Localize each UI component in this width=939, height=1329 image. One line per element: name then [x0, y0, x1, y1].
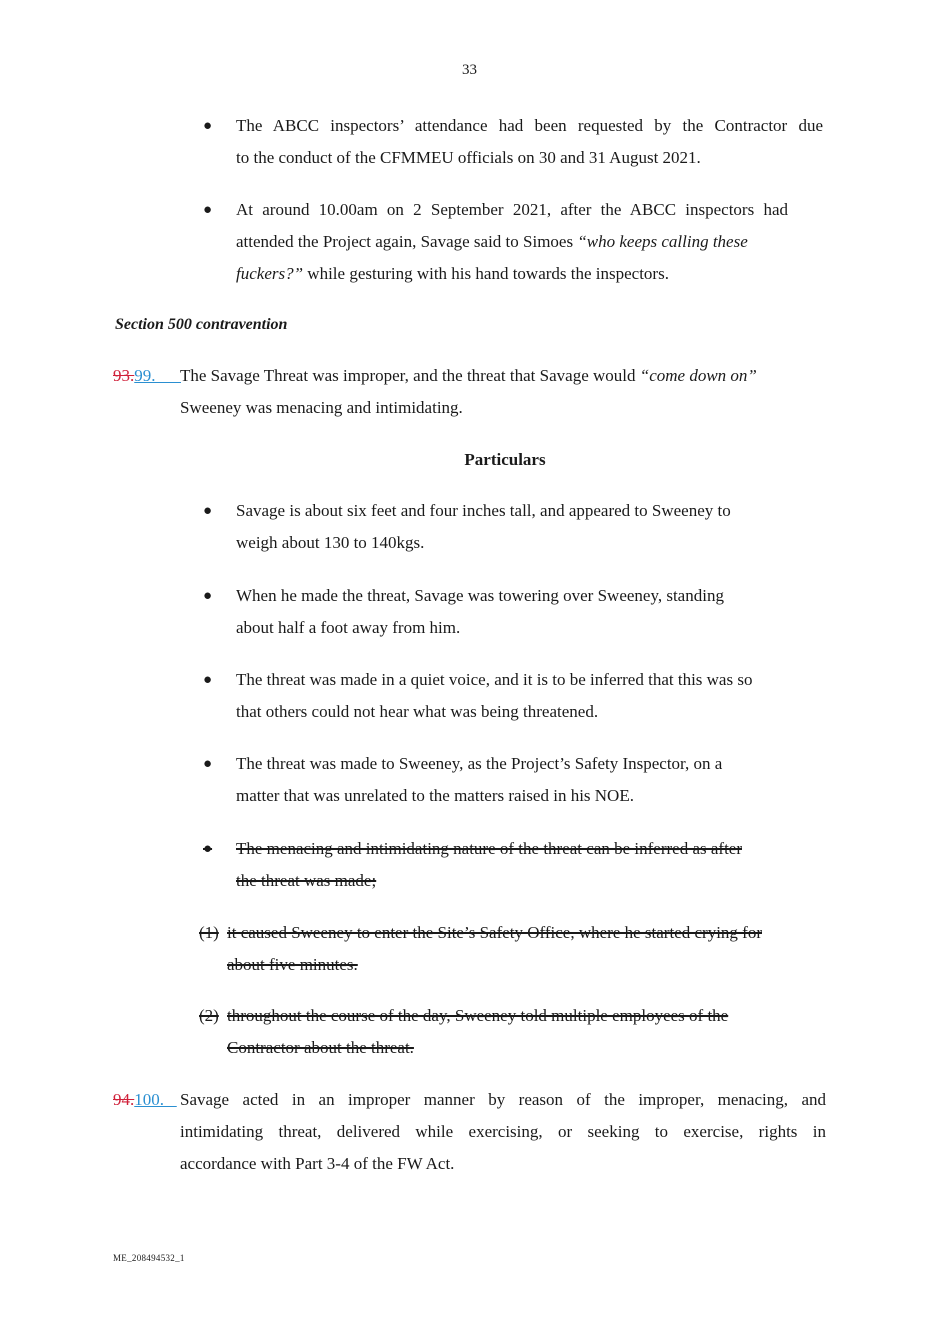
page-number: 33	[462, 62, 477, 78]
deleted-number: 94.	[113, 1090, 135, 1109]
bullet-icon: ●	[203, 756, 213, 772]
particular-text-line: that others could not hear what was being threatened.	[236, 702, 599, 721]
paragraph-text-line: Sweeney was menacing and intimidating.	[180, 398, 463, 417]
particular-text-line: Savage is about six feet and four inches tall, and appeared to Sweeney to	[236, 501, 731, 520]
paragraph-number	[113, 1084, 177, 1116]
deleted-text-line: Contractor about the threat.	[227, 1038, 414, 1057]
bullet-icon: ●	[203, 588, 213, 604]
deleted-text-line: the threat was made;	[236, 871, 377, 890]
deleted-item-number: (2)	[199, 1006, 219, 1025]
bullet-icon: ●	[203, 202, 213, 218]
deleted-item-number: (1)	[199, 923, 219, 942]
section-heading: Section 500 contravention	[115, 316, 288, 333]
particular-text-line: about half a foot away from him.	[236, 618, 461, 637]
paragraph-text-line: Savage acted in an improper manner by reason of the improper, menacing, and	[180, 1090, 826, 1109]
bullet-text-line: attended the Project again, Savage said to Simoes “who keeps calling these	[236, 232, 748, 251]
bullet-text-line: fuckers?” while gesturing with his hand towards the inspectors.	[236, 264, 669, 283]
bullet-text-line: to the conduct of the CFMMEU officials on 30 and 31 August 2021.	[236, 148, 701, 167]
particular-text-line: The threat was made in a quiet voice, and it is to be inferred that this was so	[236, 670, 753, 689]
deleted-text-line: about five minutes.	[227, 955, 358, 974]
bullet-icon: ●	[203, 841, 213, 857]
bullet-icon: ●	[203, 503, 213, 519]
bullet-icon: ●	[203, 118, 213, 134]
inserted-number: 99.	[134, 366, 156, 385]
deleted-text-line: throughout the course of the day, Sweeney told multiple employees of the	[227, 1006, 729, 1025]
inserted-number: 100.	[134, 1090, 164, 1109]
particulars-heading: Particulars	[464, 450, 546, 469]
deleted-number: 93.	[113, 366, 135, 385]
paragraph-text-line: The Savage Threat was improper, and the threat that Savage would “come down on”	[180, 366, 757, 385]
bullet-text-line: The ABCC inspectors’ attendance had been requested by the Contractor due	[236, 116, 823, 135]
bullet-icon: ●	[203, 672, 213, 688]
particular-text-line: weigh about 130 to 140kgs.	[236, 533, 425, 552]
bullet-text-line: At around 10.00am on 2 September 2021, after the ABCC inspectors had	[236, 200, 788, 219]
particular-text-line: When he made the threat, Savage was towering over Sweeney, standing	[236, 586, 724, 605]
paragraph-text-line: intimidating threat, delivered while exercising, or seeking to exercise, rights in	[180, 1122, 826, 1141]
deleted-text-line: The menacing and intimidating nature of the threat can be inferred as after	[236, 839, 742, 858]
paragraph-number	[113, 360, 181, 392]
particular-text-line: matter that was unrelated to the matters raised in his NOE.	[236, 786, 634, 805]
deleted-text-line: it caused Sweeney to enter the Site’s Safety Office, where he started crying for	[227, 923, 762, 942]
paragraph-text-line: accordance with Part 3-4 of the FW Act.	[180, 1154, 455, 1173]
document-reference: ME_208494532_1	[113, 1253, 185, 1263]
particular-text-line: The threat was made to Sweeney, as the Project’s Safety Inspector, on a	[236, 754, 723, 773]
